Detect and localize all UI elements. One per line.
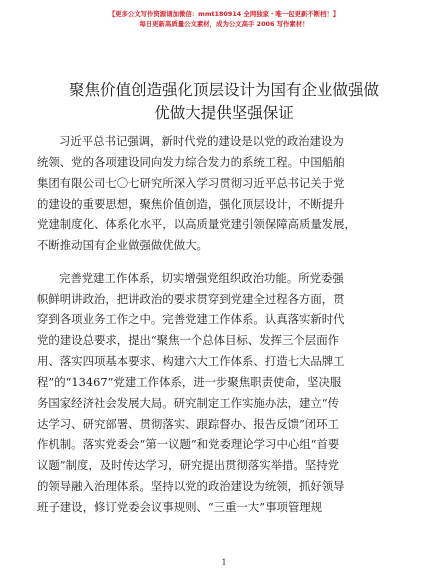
promo-banner-line-2: 每日更新高质量公文素材，成为公文高手 2006 写作素材！ — [139, 20, 309, 28]
paragraph-2-line: 务国家经济社会发展大局。研究制定工作实施办法，建立“传 — [37, 395, 339, 410]
paragraph-2-line: 议题”制度，及时传达学习，研究提出贯彻落实举措。坚持党 — [37, 458, 339, 473]
promo-banner-line-1: 【更多公文写作资源请加微信：mmt180914 全网独家・唯一包更新不断档！】 — [108, 10, 340, 18]
paragraph-2-line: 帜鲜明讲政治，把讲政治的要求贯穿到党建全过程各方面，贯 — [37, 291, 345, 306]
paragraph-2-line: 班子建设，修订党委会议事规则、“三重一大”事项管理规 — [37, 499, 323, 514]
document-title-line-1: 聚焦价值创造强化顶层设计为国有企业做强做 — [68, 81, 379, 99]
paragraph-2-line: 党的建设总要求，提出“聚焦一个总体目标、发挥三个层面作 — [37, 333, 339, 348]
document-body — [37, 131, 411, 518]
paragraph-2-line: 的领导融入治理体系。坚持以党的政治建设为统领，抓好领导 — [37, 479, 345, 494]
paragraph-2-line: 完善党建工作体系，切实增强党组织政治功能。所党委强 — [59, 270, 344, 285]
page-number: 1 — [221, 558, 227, 567]
paragraph-2-line: 用、落实四项基本要求、构建六大工作体系、打造七大品牌工 — [37, 354, 345, 369]
paragraph-1-line: 的建设的重要思想，聚焦价值创造，强化顶层设计，不断提升 — [37, 196, 345, 211]
paragraph-2-line: 达学习、研究部署、贯彻落实、跟踪督办、报告反馈”闭环工 — [37, 416, 339, 431]
paragraph-1-line: 集团有限公司七〇七研究所深入学习贯彻习近平总书记关于党 — [37, 175, 345, 190]
paragraph-2-line: 程”的“13467”党建工作体系，进一步聚焦职责使命，坚决服 — [37, 374, 342, 389]
paragraph-1-line: 不断推动国有企业做强做优做大。 — [37, 238, 208, 253]
promo-banner — [20, 9, 428, 29]
paragraph-1-line: 习近平总书记强调，新时代党的建设是以党的政治建设为 — [59, 134, 344, 148]
document-title-line-2: 优做大提供坚强保证 — [154, 104, 294, 122]
paragraph-2-line: 穿到各项业务工作之中。完善党建工作体系。认真落实新时代 — [37, 312, 345, 327]
paragraph-2 — [37, 268, 411, 518]
paragraph-1-line: 党建制度化、体系化水平，以高质量党建引领保障高质量发展， — [37, 217, 356, 232]
paragraph-2-line: 作机制。落实党委会“第一议题”和党委理论学习中心组“首要 — [37, 437, 340, 452]
paragraph-1 — [37, 131, 411, 256]
document-title — [40, 79, 408, 125]
paragraph-1-line: 统领、党的各项建设同向发力综合发力的系统工程。中国船舶 — [37, 154, 345, 169]
